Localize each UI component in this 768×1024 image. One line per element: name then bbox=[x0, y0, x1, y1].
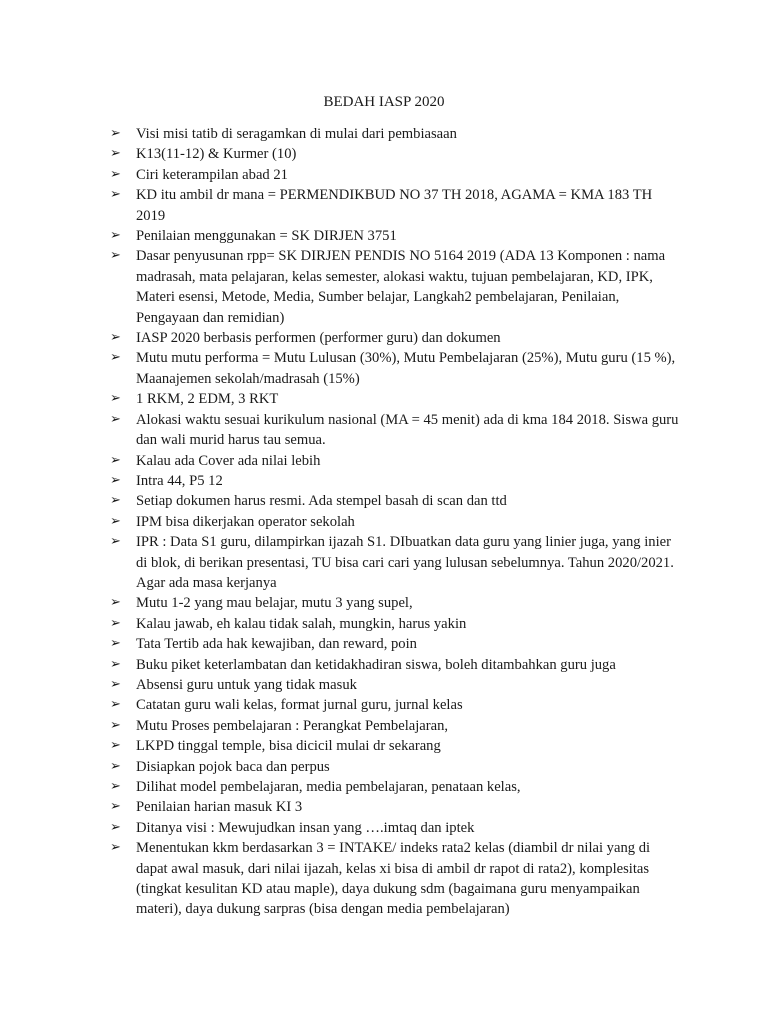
list-item bbox=[110, 797, 682, 817]
list-item-text: Mutu 1-2 yang mau belajar, mutu 3 yang supel, bbox=[136, 595, 413, 612]
list-item bbox=[110, 348, 682, 389]
list-item-text: Setiap dokumen harus resmi. Ada stempel basah di scan dan ttd bbox=[136, 493, 507, 510]
document-title: BEDAH IASP 2020 bbox=[323, 94, 445, 110]
list-item-text: Disiapkan pojok baca dan perpus bbox=[136, 758, 330, 775]
list-item-text: Visi misi tatib di seragamkan di mulai dari pembiasaan bbox=[136, 126, 457, 142]
list-item-text: Penilaian harian masuk KI 3 bbox=[136, 799, 303, 816]
list-item bbox=[110, 144, 682, 164]
list-item bbox=[110, 165, 682, 185]
list-item bbox=[110, 736, 682, 756]
list-item-text: KD itu ambil dr mana = PERMENDIKBUD NO 37 TH 2018, AGAMA = KMA 183 TH 2019 bbox=[136, 187, 653, 224]
bullet-list bbox=[110, 124, 682, 920]
list-item-text: Tata Tertib ada hak kewajiban, dan reward, poin bbox=[136, 636, 417, 653]
list-item-text: Dilihat model pembelajaran, media pembelajaran, penataan kelas, bbox=[136, 779, 521, 795]
list-item bbox=[110, 695, 682, 715]
arrowhead-bullet-icon: ➢ bbox=[110, 452, 121, 468]
list-item bbox=[110, 451, 682, 471]
arrowhead-bullet-icon: ➢ bbox=[110, 166, 121, 182]
list-item-text: Catatan guru wali kelas, format jurnal guru, jurnal kelas bbox=[136, 697, 463, 714]
list-item-text: Kalau jawab, eh kalau tidak salah, mungkin, harus yakin bbox=[136, 615, 467, 632]
arrowhead-bullet-icon: ➢ bbox=[110, 615, 121, 631]
list-item-text: Buku piket keterlambatan dan ketidakhadiran siswa, boleh ditambahkan guru juga bbox=[136, 656, 616, 673]
list-item bbox=[110, 226, 682, 246]
list-item bbox=[110, 757, 682, 777]
arrowhead-bullet-icon: ➢ bbox=[110, 840, 121, 856]
arrowhead-bullet-icon: ➢ bbox=[110, 228, 121, 244]
list-item bbox=[110, 246, 682, 328]
arrowhead-bullet-icon: ➢ bbox=[110, 819, 121, 835]
list-item bbox=[110, 491, 682, 511]
list-item bbox=[110, 410, 682, 451]
arrowhead-bullet-icon: ➢ bbox=[110, 146, 121, 162]
arrowhead-bullet-icon: ➢ bbox=[110, 126, 121, 141]
list-item bbox=[110, 818, 682, 838]
list-item-text: Mutu Proses pembelajaran : Perangkat Pembelajaran, bbox=[136, 717, 449, 734]
arrowhead-bullet-icon: ➢ bbox=[110, 779, 121, 794]
arrowhead-bullet-icon: ➢ bbox=[110, 697, 121, 713]
list-item-text: Dasar penyusunan rpp= SK DIRJEN PENDIS NO 5164 2019 (ADA 13 Komponen : nama madrasah, mata pelajaran, kelas semester, alokasi waktu, tujuan pembelajaran, KD, IPK, Materi esensi, Metode, Media, Sumber belajar, Langkah2 pembelajaran, Penilaian, Pengayaan dan remidian) bbox=[136, 248, 666, 326]
arrowhead-bullet-icon: ➢ bbox=[110, 493, 121, 509]
list-item-text: LKPD tinggal temple, bisa dicicil mulai dr sekarang bbox=[136, 738, 441, 755]
arrowhead-bullet-icon: ➢ bbox=[110, 595, 121, 611]
arrowhead-bullet-icon: ➢ bbox=[110, 350, 121, 366]
list-item bbox=[110, 389, 682, 409]
list-item-text: K13(11-12) & Kurmer (10) bbox=[136, 146, 297, 163]
list-item-text: Absensi guru untuk yang tidak masuk bbox=[136, 676, 357, 693]
list-item bbox=[110, 675, 682, 695]
list-item-text: Ditanya visi : Mewujudkan insan yang ….imtaq dan iptek bbox=[136, 819, 475, 836]
list-item bbox=[110, 838, 682, 920]
arrowhead-bullet-icon: ➢ bbox=[110, 758, 121, 774]
list-item-text: Kalau ada Cover ada nilai lebih bbox=[136, 452, 321, 469]
arrowhead-bullet-icon: ➢ bbox=[110, 391, 121, 407]
arrowhead-bullet-icon: ➢ bbox=[110, 513, 121, 529]
list-item-text: IPM bisa dikerjakan operator sekolah bbox=[136, 513, 355, 530]
list-item-text: Penilaian menggunakan = SK DIRJEN 3751 bbox=[136, 228, 397, 245]
list-item-text: Alokasi waktu sesuai kurikulum nasional (MA = 45 menit) ada di kma 184 2018. Siswa guru dan wali murid harus tau semua. bbox=[136, 411, 679, 449]
arrowhead-bullet-icon: ➢ bbox=[110, 187, 121, 203]
arrowhead-bullet-icon: ➢ bbox=[110, 411, 121, 427]
list-item bbox=[110, 614, 682, 634]
arrowhead-bullet-icon: ➢ bbox=[110, 676, 121, 692]
list-item bbox=[110, 593, 682, 613]
list-item bbox=[110, 655, 682, 675]
list-item-text: 1 RKM, 2 EDM, 3 RKT bbox=[136, 391, 279, 408]
list-item-text: Intra 44, P5 12 bbox=[136, 472, 223, 489]
list-item bbox=[110, 777, 682, 797]
arrowhead-bullet-icon: ➢ bbox=[110, 248, 121, 264]
list-item-text: Ciri keterampilan abad 21 bbox=[136, 166, 288, 183]
arrowhead-bullet-icon: ➢ bbox=[110, 330, 121, 346]
arrowhead-bullet-icon: ➢ bbox=[110, 472, 121, 488]
arrowhead-bullet-icon: ➢ bbox=[110, 534, 121, 550]
arrowhead-bullet-icon: ➢ bbox=[110, 717, 121, 733]
list-item-text: IASP 2020 berbasis performen (performer guru) dan dokumen bbox=[136, 330, 501, 347]
list-item bbox=[110, 124, 682, 144]
list-item-text: IPR : Data S1 guru, dilampirkan ijazah S1. DIbuatkan data guru yang linier juga, yang inier di blok, di berikan presentasi, TU bisa cari cari yang lulusan sebelumnya. Tahun 2020/2021. Agar ada masa kerjanya bbox=[136, 534, 674, 591]
list-item bbox=[110, 512, 682, 532]
list-item bbox=[110, 634, 682, 654]
arrowhead-bullet-icon: ➢ bbox=[110, 636, 121, 652]
list-item bbox=[110, 471, 682, 491]
list-item bbox=[110, 328, 682, 348]
arrowhead-bullet-icon: ➢ bbox=[110, 738, 121, 754]
list-item bbox=[110, 532, 682, 593]
list-item-text: Menentukan kkm berdasarkan 3 = INTAKE/ indeks rata2 kelas (diambil dr nilai yang di dapat awal masuk, dari nilai ijazah, kelas xi bisa di ambil dr rapot di rata2), komplesitas (tingkat kesulitan KD atau maple), daya dukung sdm (bagaimana guru menyampaikan materi), daya dukung sarpras (bisa dengan media pembelajaran) bbox=[136, 840, 651, 918]
list-item bbox=[110, 716, 682, 736]
arrowhead-bullet-icon: ➢ bbox=[110, 799, 121, 815]
arrowhead-bullet-icon: ➢ bbox=[110, 656, 121, 672]
list-item bbox=[110, 185, 682, 226]
list-item-text: Mutu mutu performa = Mutu Lulusan (30%), Mutu Pembelajaran (25%), Mutu guru (15 %), Maanajemen sekolah/madrasah (15%) bbox=[136, 350, 676, 387]
